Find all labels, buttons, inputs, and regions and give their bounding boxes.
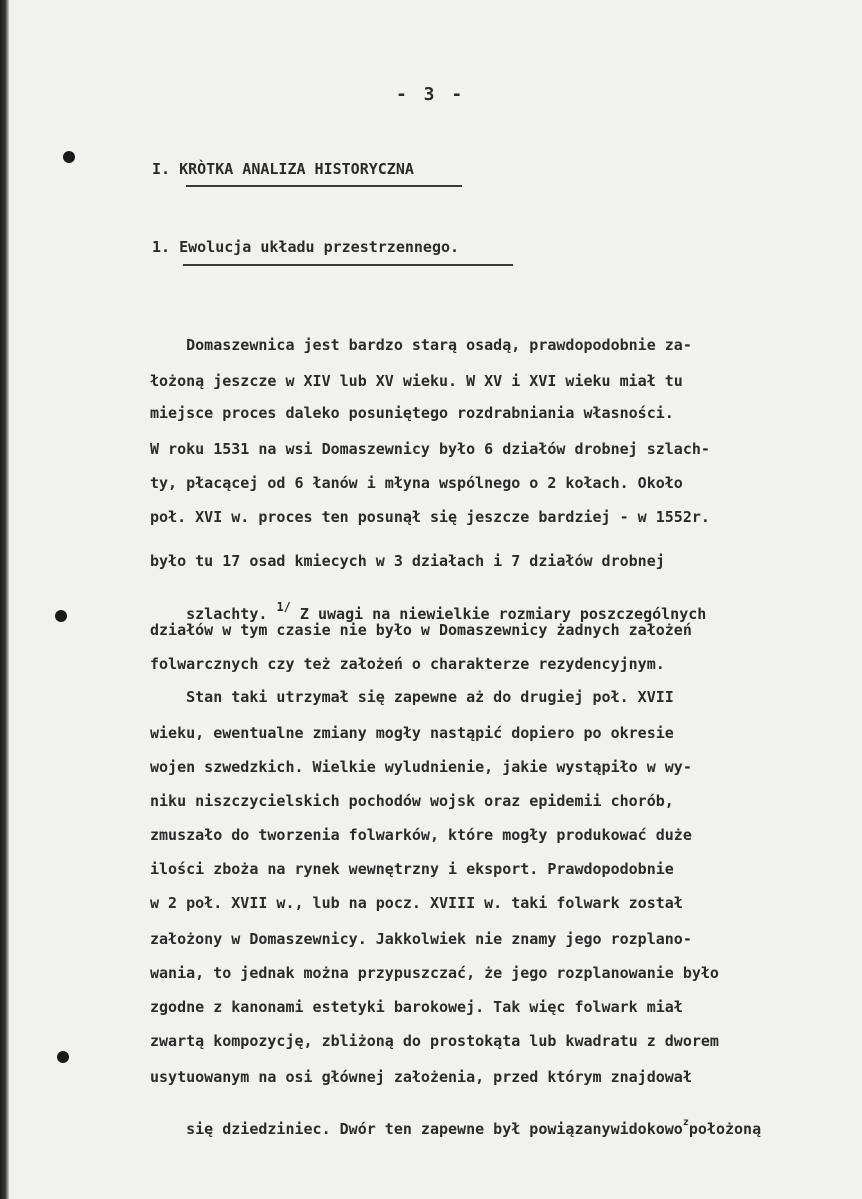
text-line: wojen szwedzkich. Wielkie wyludnienie, jakie wystąpiło w wy-: [150, 758, 692, 776]
text-line: ilości zboża na rynek wewnętrzny i eksport. Prawdopodobnie: [150, 860, 674, 878]
text-line: poł. XVI w. proces ten posunął się jeszcze bardziej - w 1552r.: [150, 508, 710, 526]
text-line-with-superscript: [150, 1102, 761, 1156]
text-line: wieku, ewentualne zmiany mogły nastąpić dopiero po okresie: [150, 724, 674, 742]
section-heading-underline: [186, 185, 462, 187]
text-segment: się dziedziniec. Dwór ten zapewne był powiązanywidokowo: [186, 1120, 683, 1138]
section-heading: I. KRÒTKA ANALIZA HISTORYCZNA: [152, 160, 414, 178]
text-line: zgodne z kanonami estetyki barokowej. Tak więc folwark miał: [150, 998, 683, 1016]
punch-hole-1: [63, 151, 75, 163]
text-line: założony w Domaszewnicy. Jakkolwiek nie znamy jego rozplano-: [150, 930, 692, 948]
text-line: zwartą kompozycję, zbliżoną do prostokąta lub kwadratu z dworem: [150, 1032, 719, 1050]
punch-hole-2: [55, 610, 67, 622]
text-line: wania, to jednak można przypuszczać, że jego rozplanowanie było: [150, 964, 719, 982]
text-line: łożoną jeszcze w XIV lub XV wieku. W XV i XVI wieku miał tu: [150, 372, 683, 390]
text-line: usytuowanym na osi głównej założenia, przed którym znajdował: [150, 1068, 692, 1086]
text-line: W roku 1531 na wsi Domaszewnicy było 6 działów drobnej szlach-: [150, 440, 710, 458]
text-line: zmuszało do tworzenia folwarków, które mogły produkować duże: [150, 826, 692, 844]
text-line: niku niszczycielskich pochodów wojsk oraz epidemii chorób,: [150, 792, 674, 810]
punch-hole-3: [57, 1051, 69, 1063]
text-segment: Z uwagi na niewielkie rozmiary poszczególnych: [290, 605, 707, 623]
text-line: działów w tym czasie nie było w Domaszewnicy żadnych założeń: [150, 621, 692, 639]
text-line: ty, płacącej od 6 łanów i młyna wspólnego o 2 kołach. Około: [150, 474, 683, 492]
text-line: Stan taki utrzymał się zapewne aż do drugiej poł. XVII: [150, 688, 674, 706]
footnote-reference: 1/: [276, 600, 291, 614]
subsection-heading-underline: [183, 264, 513, 266]
page-number: - 3 -: [396, 84, 466, 105]
text-line: folwarcznych czy też założeń o charakterze rezydencyjnym.: [150, 655, 665, 673]
text-segment: położoną: [688, 1120, 762, 1138]
text-line: Domaszewnica jest bardzo starą osadą, prawdopodobnie za-: [150, 336, 692, 354]
text-line: w 2 poł. XVII w., lub na pocz. XVIII w. taki folwark został: [150, 894, 683, 912]
text-segment: szlachty.: [186, 605, 277, 623]
page-left-edge-shadow: [0, 0, 9, 1199]
text-line: było tu 17 osad kmiecych w 3 działach i 7 działów drobnej: [150, 552, 665, 570]
superscript-correction: z: [682, 1117, 689, 1128]
text-line: miejsce proces daleko posuniętego rozdrabniania własności.: [150, 404, 674, 422]
subsection-heading: 1. Ewolucja układu przestrzennego.: [152, 238, 460, 256]
